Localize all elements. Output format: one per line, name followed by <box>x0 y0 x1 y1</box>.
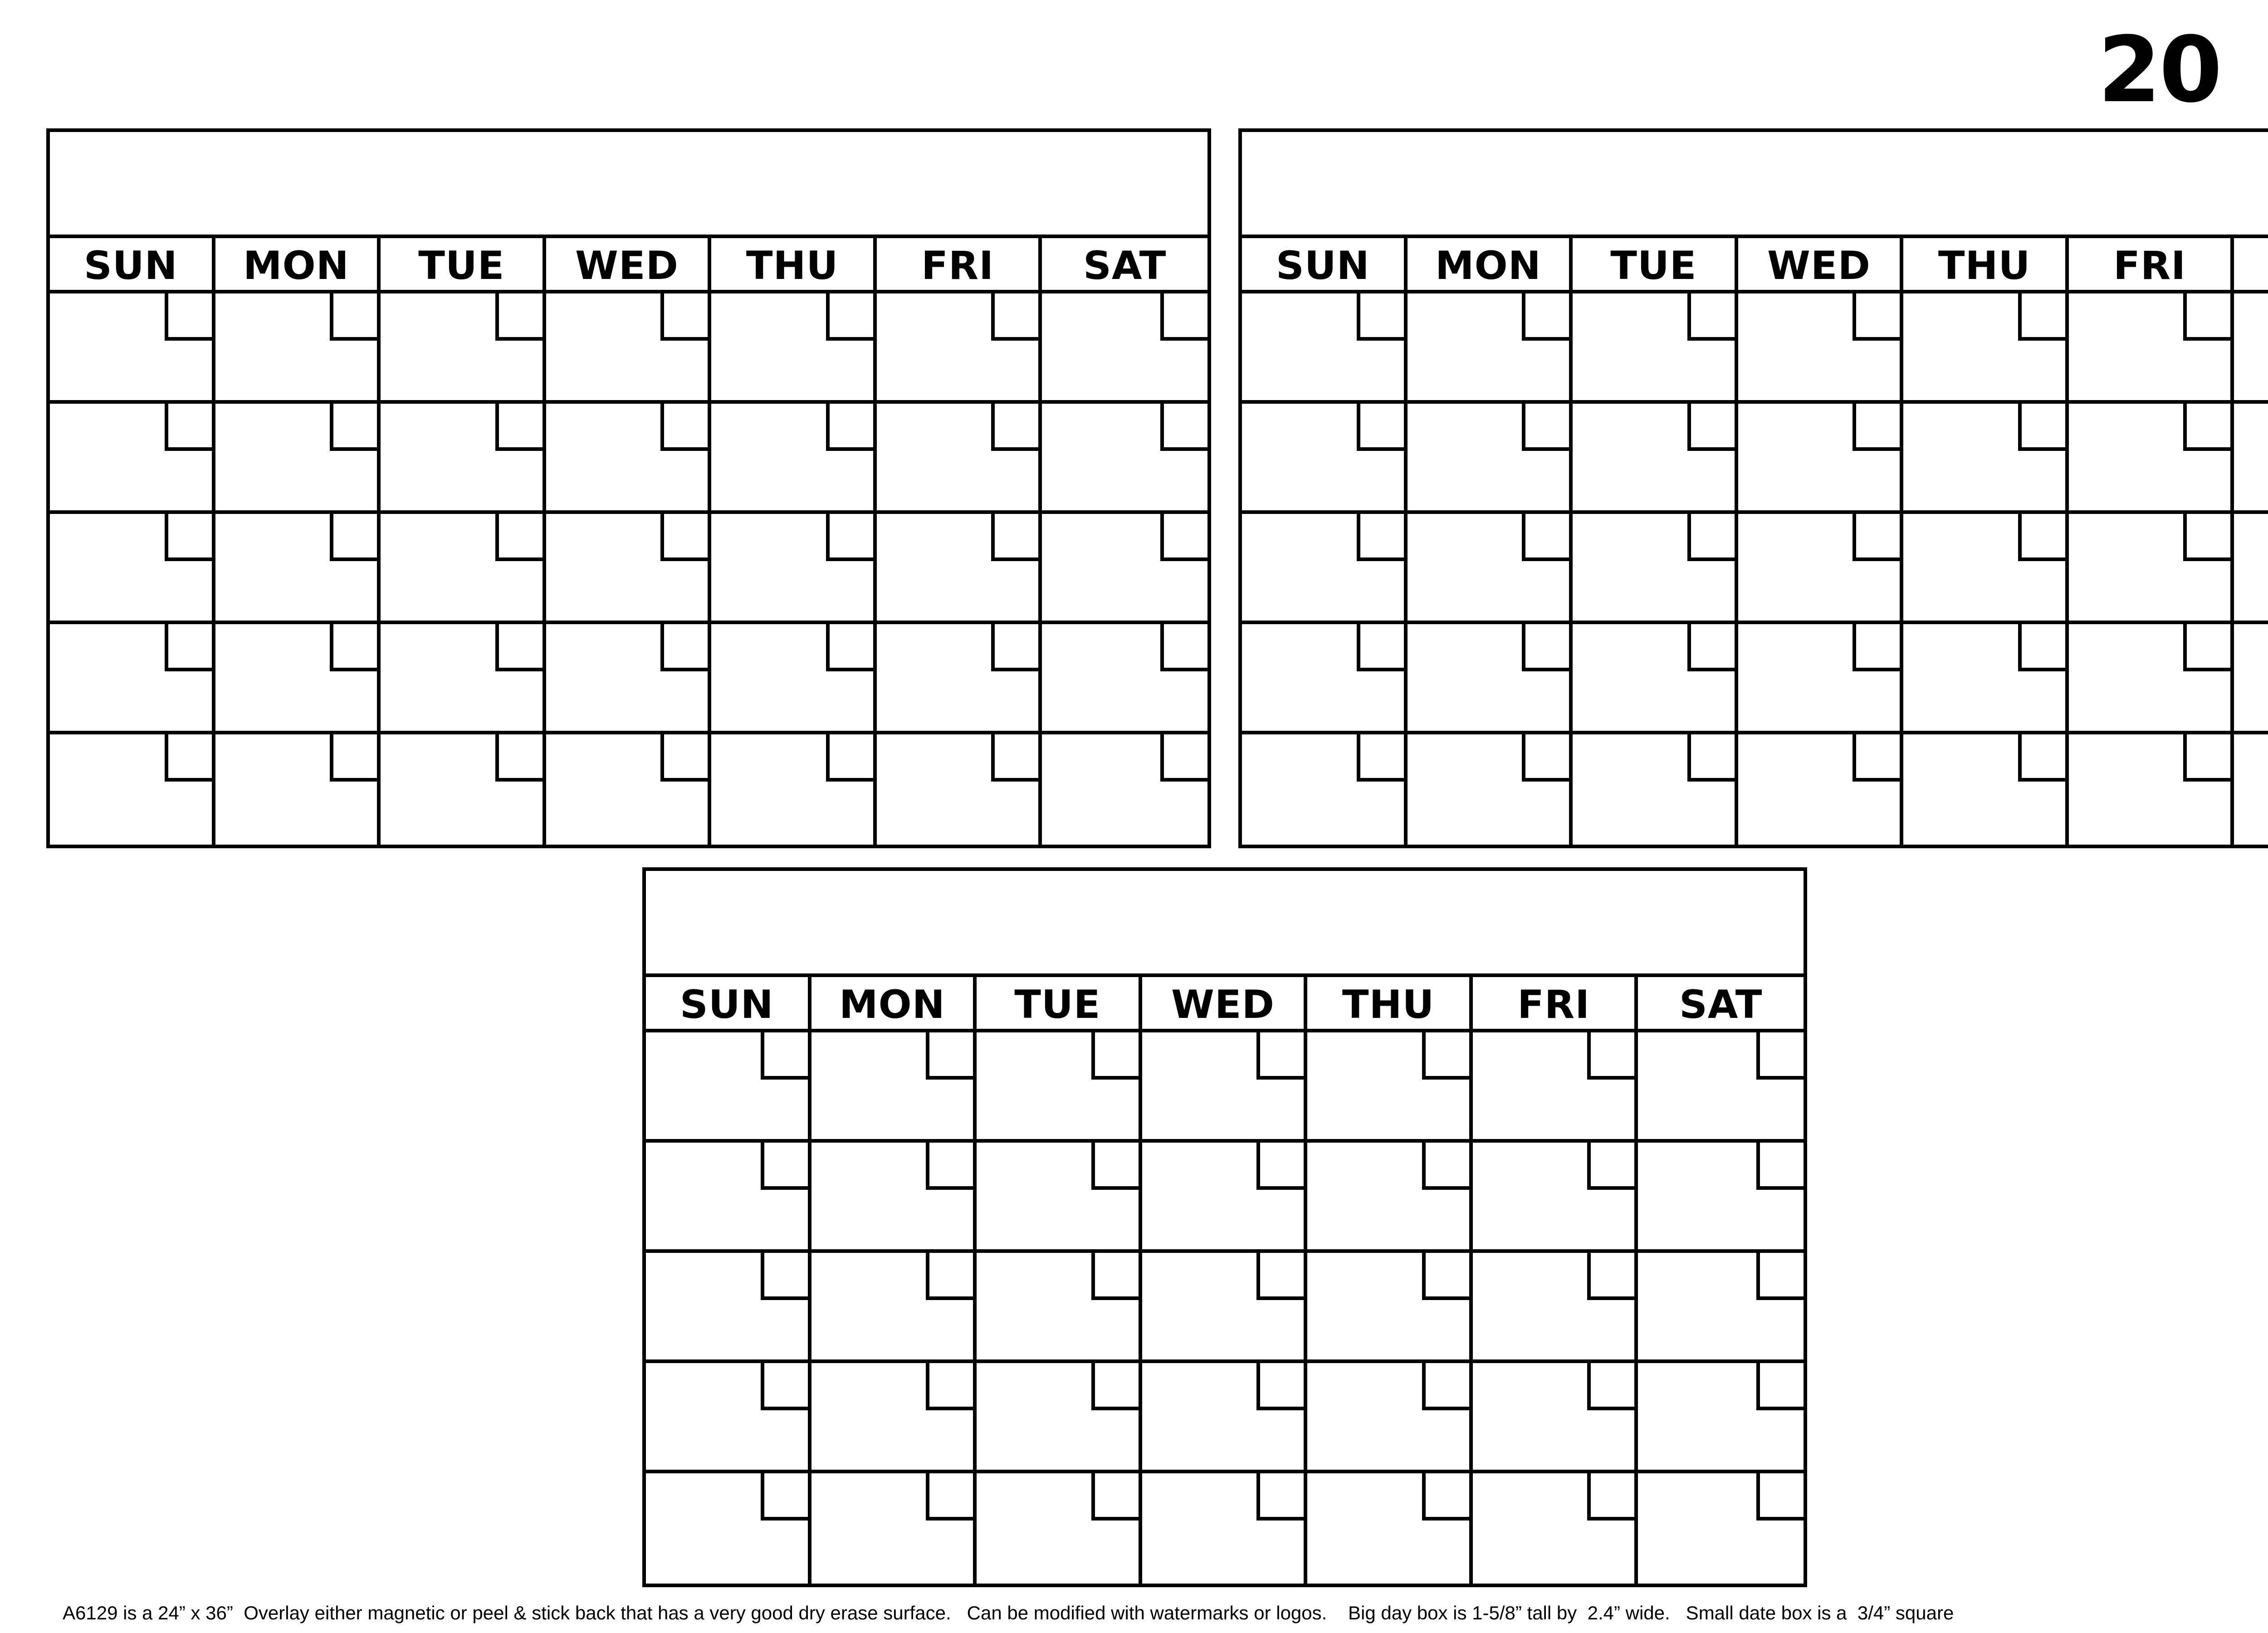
date-number-box[interactable] <box>1587 1253 1634 1300</box>
date-number-box[interactable] <box>991 293 1038 341</box>
date-number-box[interactable] <box>761 1473 808 1521</box>
date-number-box[interactable] <box>495 734 543 782</box>
date-number-box[interactable] <box>1587 1363 1634 1410</box>
month-title-area[interactable] <box>646 871 1804 977</box>
date-number-box[interactable] <box>1422 1253 1469 1300</box>
date-number-box[interactable] <box>926 1143 973 1190</box>
date-number-box[interactable] <box>1357 514 1404 561</box>
weekday-header-row <box>646 977 1804 1032</box>
day-cell[interactable] <box>1903 734 2069 845</box>
date-number-box[interactable] <box>1422 1473 1469 1521</box>
date-number-box[interactable] <box>1091 1253 1139 1300</box>
date-number-box[interactable] <box>165 624 212 671</box>
date-number-box[interactable] <box>991 734 1038 782</box>
date-number-box[interactable] <box>1160 404 1207 451</box>
day-cell[interactable] <box>381 404 546 514</box>
day-cell[interactable] <box>50 734 215 845</box>
date-number-box[interactable] <box>1357 404 1404 451</box>
day-cell[interactable] <box>1638 1032 1804 1143</box>
day-cell[interactable] <box>1903 514 2069 624</box>
day-cell[interactable] <box>1738 404 1904 514</box>
date-number-box[interactable] <box>1160 514 1207 561</box>
date-number-box[interactable] <box>991 514 1038 561</box>
day-cell[interactable] <box>2234 293 2268 404</box>
day-cell[interactable] <box>1242 293 1408 404</box>
date-number-box[interactable] <box>660 404 708 451</box>
weekday-label-mon: MON <box>811 977 977 1029</box>
date-number-box[interactable] <box>1687 293 1735 341</box>
weekday-label-sun: SUN <box>646 977 811 1029</box>
weekday-label-thu: THU <box>1307 977 1473 1029</box>
weekday-label-sat: SAT <box>1083 243 1167 288</box>
date-number-box[interactable] <box>826 404 873 451</box>
date-number-box[interactable] <box>1522 404 1569 451</box>
month-title-area[interactable] <box>50 132 1207 238</box>
date-number-box[interactable] <box>1357 734 1404 782</box>
day-cell[interactable] <box>977 1032 1142 1143</box>
day-cell[interactable] <box>711 514 877 624</box>
date-number-box[interactable] <box>1587 1143 1634 1190</box>
date-number-box[interactable] <box>1256 1253 1304 1300</box>
date-number-box[interactable] <box>165 293 212 341</box>
day-cell[interactable] <box>1738 624 1904 734</box>
date-number-box[interactable] <box>1422 1143 1469 1190</box>
day-cell[interactable] <box>2234 624 2268 734</box>
weekday-label-thu: THU <box>711 238 877 290</box>
date-number-box[interactable] <box>1853 624 1900 671</box>
day-cell[interactable] <box>2234 734 2268 845</box>
weekday-label-tue: TUE <box>977 977 1142 1029</box>
date-number-box[interactable] <box>1091 1363 1139 1410</box>
date-number-box[interactable] <box>826 734 873 782</box>
day-cell[interactable] <box>50 514 215 624</box>
day-cell[interactable] <box>646 1363 811 1473</box>
day-cell[interactable] <box>977 1473 1142 1584</box>
date-number-box[interactable] <box>926 1363 973 1410</box>
day-cell[interactable] <box>1738 514 1904 624</box>
day-cell[interactable] <box>2069 404 2234 514</box>
weekday-header-row <box>50 238 1207 293</box>
day-cell[interactable] <box>811 1253 977 1363</box>
day-cell[interactable] <box>1307 1143 1473 1253</box>
day-cell[interactable] <box>1242 624 1408 734</box>
day-cell[interactable] <box>546 734 712 845</box>
date-number-box[interactable] <box>991 624 1038 671</box>
date-number-box[interactable] <box>165 404 212 451</box>
day-cell[interactable] <box>1408 624 1573 734</box>
weekday-header-row <box>1242 238 2268 293</box>
day-cell[interactable] <box>1242 404 1408 514</box>
date-number-box[interactable] <box>991 404 1038 451</box>
day-cell[interactable] <box>215 734 381 845</box>
day-cell[interactable] <box>215 624 381 734</box>
product-footnote: A6129 is a 24” x 36” Overlay either magnetic or peel & stick back that has a very good dry erase surface. Can be modified with watermarks or logos. Big day box is 1-5/8” tall by 2.4” wide. Small date box is a 3/4” square <box>63 1602 1954 1623</box>
calendar-grid-1 <box>46 128 1211 848</box>
date-number-box[interactable] <box>826 624 873 671</box>
weekday-label-wed: WED <box>1142 977 1308 1029</box>
day-cell[interactable] <box>977 1143 1142 1253</box>
weekday-label-fri: FRI <box>1473 977 1638 1029</box>
day-cell[interactable] <box>546 624 712 734</box>
date-number-box[interactable] <box>1422 1363 1469 1410</box>
date-number-box[interactable] <box>761 1143 808 1190</box>
weekday-label-wed: WED <box>1738 238 1904 290</box>
date-number-box[interactable] <box>1522 514 1569 561</box>
date-number-box[interactable] <box>165 734 212 782</box>
date-number-box[interactable] <box>1091 1143 1139 1190</box>
day-cell[interactable] <box>50 404 215 514</box>
day-cell[interactable] <box>877 624 1042 734</box>
date-number-box[interactable] <box>330 404 377 451</box>
day-cell[interactable] <box>1242 514 1408 624</box>
day-cell[interactable] <box>811 1143 977 1253</box>
date-number-box[interactable] <box>2183 734 2230 782</box>
date-number-box[interactable] <box>761 1032 808 1080</box>
date-number-box[interactable] <box>1853 514 1900 561</box>
date-number-box[interactable] <box>165 514 212 561</box>
day-cell[interactable] <box>877 734 1042 845</box>
year-label: 20 <box>2097 17 2221 123</box>
day-cell[interactable] <box>646 1143 811 1253</box>
day-cell[interactable] <box>2069 624 2234 734</box>
date-number-box[interactable] <box>1160 293 1207 341</box>
day-cell[interactable] <box>1142 1032 1308 1143</box>
date-number-box[interactable] <box>660 624 708 671</box>
day-cell[interactable] <box>50 293 215 404</box>
day-cell[interactable] <box>646 1253 811 1363</box>
date-number-box[interactable] <box>926 1473 973 1521</box>
day-cell[interactable] <box>1473 1032 1638 1143</box>
date-number-box[interactable] <box>1756 1032 1804 1080</box>
day-cell[interactable] <box>2234 404 2268 514</box>
day-cell[interactable] <box>1307 1473 1473 1584</box>
date-number-box[interactable] <box>2183 404 2230 451</box>
date-number-box[interactable] <box>660 514 708 561</box>
day-cell[interactable] <box>877 293 1042 404</box>
date-number-box[interactable] <box>2018 624 2065 671</box>
day-cell[interactable] <box>1573 624 1738 734</box>
date-number-box[interactable] <box>1853 293 1900 341</box>
date-number-box[interactable] <box>1256 1143 1304 1190</box>
day-cell[interactable] <box>711 293 877 404</box>
date-number-box[interactable] <box>1853 404 1900 451</box>
day-cell[interactable] <box>1638 1143 1804 1253</box>
day-cell[interactable] <box>2069 514 2234 624</box>
weekday-label-fri: FRI <box>877 238 1042 290</box>
day-cell[interactable] <box>215 293 381 404</box>
day-cell[interactable] <box>877 404 1042 514</box>
date-number-box[interactable] <box>495 293 543 341</box>
day-cell[interactable] <box>215 514 381 624</box>
date-number-box[interactable] <box>1256 1473 1304 1521</box>
weekday-label-tue: TUE <box>1573 238 1738 290</box>
weekday-label-sun: SUN <box>1242 238 1408 290</box>
day-cell[interactable] <box>1903 293 2069 404</box>
day-cell[interactable] <box>1408 404 1573 514</box>
date-number-box[interactable] <box>330 514 377 561</box>
day-cell[interactable] <box>711 734 877 845</box>
date-number-box[interactable] <box>330 293 377 341</box>
date-number-box[interactable] <box>1687 734 1735 782</box>
day-cell[interactable] <box>50 624 215 734</box>
date-number-box[interactable] <box>2018 404 2065 451</box>
date-number-box[interactable] <box>2183 624 2230 671</box>
weekday-label-sun: SUN <box>50 238 215 290</box>
day-cell[interactable] <box>1307 1253 1473 1363</box>
weekday-label-sat: SAT <box>1679 982 1763 1027</box>
date-number-box[interactable] <box>761 1363 808 1410</box>
day-cell[interactable] <box>1142 1363 1308 1473</box>
date-number-box[interactable] <box>1756 1253 1804 1300</box>
day-cell[interactable] <box>1638 1253 1804 1363</box>
date-number-box[interactable] <box>495 404 543 451</box>
day-cell[interactable] <box>381 514 546 624</box>
calendar-grid-3 <box>642 867 1807 1587</box>
date-number-box[interactable] <box>2018 514 2065 561</box>
day-cell[interactable] <box>1042 624 1207 734</box>
date-number-box[interactable] <box>2018 293 2065 341</box>
day-cell[interactable] <box>1307 1032 1473 1143</box>
days-grid <box>1242 293 2268 845</box>
day-cell[interactable] <box>711 404 877 514</box>
day-cell[interactable] <box>546 404 712 514</box>
day-cell[interactable] <box>1042 293 1207 404</box>
day-cell[interactable] <box>381 624 546 734</box>
date-number-box[interactable] <box>660 734 708 782</box>
date-number-box[interactable] <box>495 514 543 561</box>
date-number-box[interactable] <box>1357 624 1404 671</box>
weekday-label-tue: TUE <box>381 238 546 290</box>
date-number-box[interactable] <box>2018 734 2065 782</box>
date-number-box[interactable] <box>1256 1032 1304 1080</box>
date-number-box[interactable] <box>660 293 708 341</box>
day-cell[interactable] <box>1408 514 1573 624</box>
date-number-box[interactable] <box>330 734 377 782</box>
date-number-box[interactable] <box>1160 624 1207 671</box>
day-cell[interactable] <box>1242 734 1408 845</box>
days-grid <box>50 293 1207 845</box>
day-cell[interactable] <box>811 1473 977 1584</box>
day-cell[interactable] <box>1307 1363 1473 1473</box>
weekday-label-mon: MON <box>1408 238 1573 290</box>
date-number-box[interactable] <box>1256 1363 1304 1410</box>
day-cell[interactable] <box>1473 1143 1638 1253</box>
date-number-box[interactable] <box>2183 514 2230 561</box>
day-cell[interactable] <box>2069 293 2234 404</box>
date-number-box[interactable] <box>1687 624 1735 671</box>
day-cell[interactable] <box>1473 1473 1638 1584</box>
day-cell[interactable] <box>1408 293 1573 404</box>
date-number-box[interactable] <box>1522 624 1569 671</box>
weekday-label-thu: THU <box>1903 238 2069 290</box>
date-number-box[interactable] <box>1160 734 1207 782</box>
date-number-box[interactable] <box>1091 1032 1139 1080</box>
weekday-label-sat <box>2234 238 2268 290</box>
day-cell[interactable] <box>1573 514 1738 624</box>
date-number-box[interactable] <box>1522 293 1569 341</box>
day-cell[interactable] <box>811 1032 977 1143</box>
date-number-box[interactable] <box>926 1253 973 1300</box>
day-cell[interactable] <box>811 1363 977 1473</box>
day-cell[interactable] <box>1903 404 2069 514</box>
day-cell[interactable] <box>1042 404 1207 514</box>
date-number-box[interactable] <box>761 1253 808 1300</box>
date-number-box[interactable] <box>1756 1143 1804 1190</box>
day-cell[interactable] <box>2069 734 2234 845</box>
date-number-box[interactable] <box>1687 404 1735 451</box>
day-cell[interactable] <box>1573 404 1738 514</box>
date-number-box[interactable] <box>1756 1473 1804 1521</box>
day-cell[interactable] <box>215 404 381 514</box>
day-cell[interactable] <box>1573 734 1738 845</box>
day-cell[interactable] <box>1638 1473 1804 1584</box>
day-cell[interactable] <box>381 293 546 404</box>
date-number-box[interactable] <box>1756 1363 1804 1410</box>
day-cell[interactable] <box>646 1473 811 1584</box>
date-number-box[interactable] <box>1587 1473 1634 1521</box>
calendar-grid-2 <box>1238 128 2268 848</box>
day-cell[interactable] <box>1473 1363 1638 1473</box>
day-cell[interactable] <box>1408 734 1573 845</box>
date-number-box[interactable] <box>495 624 543 671</box>
days-grid <box>646 1032 1804 1584</box>
date-number-box[interactable] <box>826 514 873 561</box>
day-cell[interactable] <box>546 293 712 404</box>
date-number-box[interactable] <box>1091 1473 1139 1521</box>
day-cell[interactable] <box>381 734 546 845</box>
day-cell[interactable] <box>546 514 712 624</box>
date-number-box[interactable] <box>1357 293 1404 341</box>
date-number-box[interactable] <box>1687 514 1735 561</box>
day-cell[interactable] <box>1738 734 1904 845</box>
day-cell[interactable] <box>877 514 1042 624</box>
day-cell[interactable] <box>1738 293 1904 404</box>
date-number-box[interactable] <box>1853 734 1900 782</box>
date-number-box[interactable] <box>330 624 377 671</box>
day-cell[interactable] <box>1573 293 1738 404</box>
day-cell[interactable] <box>1903 624 2069 734</box>
month-title-area[interactable] <box>1242 132 2268 238</box>
date-number-box[interactable] <box>1522 734 1569 782</box>
weekday-label-wed: WED <box>546 238 712 290</box>
date-number-box[interactable] <box>826 293 873 341</box>
day-cell[interactable] <box>646 1032 811 1143</box>
day-cell[interactable] <box>1142 1253 1308 1363</box>
date-number-box[interactable] <box>1587 1032 1634 1080</box>
day-cell[interactable] <box>1473 1253 1638 1363</box>
weekday-label-fri: FRI <box>2069 238 2234 290</box>
day-cell[interactable] <box>1142 1143 1308 1253</box>
weekday-label-mon: MON <box>215 238 381 290</box>
day-cell[interactable] <box>1142 1473 1308 1584</box>
day-cell[interactable] <box>977 1363 1142 1473</box>
day-cell[interactable] <box>711 624 877 734</box>
day-cell[interactable] <box>977 1253 1142 1363</box>
day-cell[interactable] <box>1638 1363 1804 1473</box>
date-number-box[interactable] <box>926 1032 973 1080</box>
day-cell[interactable] <box>1042 514 1207 624</box>
day-cell[interactable] <box>1042 734 1207 845</box>
date-number-box[interactable] <box>2183 293 2230 341</box>
date-number-box[interactable] <box>1422 1032 1469 1080</box>
day-cell[interactable] <box>2234 514 2268 624</box>
